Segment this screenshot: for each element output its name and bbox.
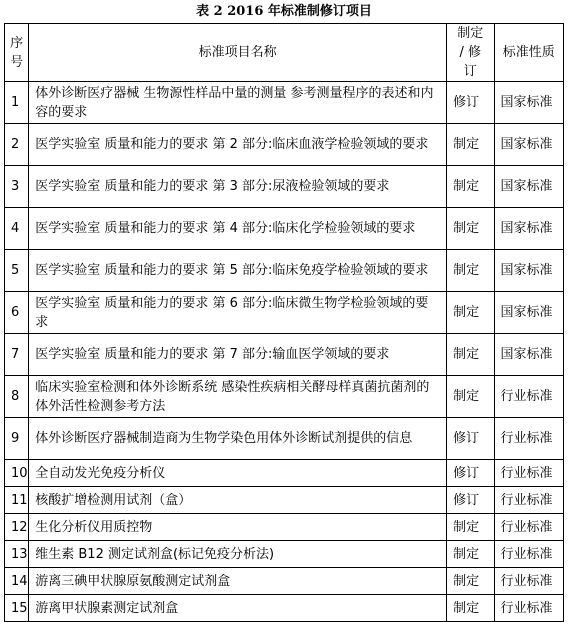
row-name: 体外诊断医疗器械 生物源性样品中量的测量 参考测量程序的表述和内容的要求 (29, 82, 447, 124)
row-no: 13 (5, 541, 29, 568)
row-name: 医学实验室 质量和能力的要求 第 7 部分:输血医学领域的要求 (29, 334, 447, 376)
row-name: 体外诊断医疗器械制造商为生物学染色用体外诊断试剂提供的信息 (29, 418, 447, 460)
row-nature: 国家标准 (494, 82, 563, 124)
row-type: 制定 (447, 208, 494, 250)
row-no: 15 (5, 595, 29, 622)
row-type: 制定 (447, 124, 494, 166)
row-name: 医学实验室 质量和能力的要求 第 5 部分:临床免疫学检验领域的要求 (29, 250, 447, 292)
header-no: 序号 (5, 24, 29, 82)
row-no: 12 (5, 514, 29, 541)
row-type: 制定 (447, 595, 494, 622)
row-no: 11 (5, 487, 29, 514)
row-nature: 行业标准 (494, 376, 563, 418)
row-nature: 行业标准 (494, 595, 563, 622)
standards-table (4, 23, 564, 622)
header-nature: 标准性质 (494, 24, 563, 82)
table-row (5, 595, 564, 622)
row-type: 制定 (447, 334, 494, 376)
row-no: 9 (5, 418, 29, 460)
row-type: 修订 (447, 487, 494, 514)
row-nature: 国家标准 (494, 208, 563, 250)
row-no: 14 (5, 568, 29, 595)
row-nature: 国家标准 (494, 166, 563, 208)
table-row (5, 487, 564, 514)
table-caption: 表 2 2016 年标准制修订项目 (196, 4, 372, 19)
row-nature: 行业标准 (494, 568, 563, 595)
table-row (5, 334, 564, 376)
table-row (5, 250, 564, 292)
row-name: 生化分析仪用质控物 (29, 514, 447, 541)
table-row (5, 292, 564, 334)
row-name: 游离三碘甲状腺原氨酸测定试剂盒 (29, 568, 447, 595)
row-type: 制定 (447, 166, 494, 208)
row-no: 6 (5, 292, 29, 334)
table-row (5, 124, 564, 166)
row-nature: 行业标准 (494, 460, 563, 487)
row-type: 修订 (447, 418, 494, 460)
row-type: 制定 (447, 568, 494, 595)
row-no: 4 (5, 208, 29, 250)
row-nature: 国家标准 (494, 292, 563, 334)
row-name: 维生素 B12 测定试剂盒(标记免疫分析法) (29, 541, 447, 568)
table-row (5, 568, 564, 595)
table-header-row (5, 24, 564, 82)
row-type: 制定 (447, 541, 494, 568)
row-nature: 行业标准 (494, 418, 563, 460)
row-name: 核酸扩增检测用试剂（盒） (29, 487, 447, 514)
row-nature: 行业标准 (494, 487, 563, 514)
row-name: 临床实验室检测和体外诊断系统 感染性疾病相关酵母样真菌抗菌剂的体外活性检测参考方法 (29, 376, 447, 418)
row-type: 制定 (447, 514, 494, 541)
row-name: 医学实验室 质量和能力的要求 第 4 部分:临床化学检验领域的要求 (29, 208, 447, 250)
row-nature: 行业标准 (494, 514, 563, 541)
row-type: 制定 (447, 376, 494, 418)
row-type: 制定 (447, 250, 494, 292)
row-name: 医学实验室 质量和能力的要求 第 2 部分:临床血液学检验领域的要求 (29, 124, 447, 166)
table-row (5, 541, 564, 568)
table-row (5, 418, 564, 460)
table-row (5, 208, 564, 250)
row-name: 全自动发光免疫分析仪 (29, 460, 447, 487)
table-row (5, 376, 564, 418)
table-row (5, 460, 564, 487)
row-no: 8 (5, 376, 29, 418)
row-nature: 国家标准 (494, 250, 563, 292)
row-name: 医学实验室 质量和能力的要求 第 6 部分:临床微生物学检验领域的要求 (29, 292, 447, 334)
row-no: 3 (5, 166, 29, 208)
header-type: 制定 / 修订 (447, 24, 494, 82)
header-name: 标准项目名称 (29, 24, 447, 82)
row-type: 修订 (447, 82, 494, 124)
row-no: 7 (5, 334, 29, 376)
row-name: 游离甲状腺素测定试剂盒 (29, 595, 447, 622)
table-row (5, 82, 564, 124)
row-name: 医学实验室 质量和能力的要求 第 3 部分:尿液检验领域的要求 (29, 166, 447, 208)
row-nature: 国家标准 (494, 334, 563, 376)
row-no: 2 (5, 124, 29, 166)
row-nature: 国家标准 (494, 124, 563, 166)
row-nature: 行业标准 (494, 541, 563, 568)
row-no: 5 (5, 250, 29, 292)
table-row (5, 166, 564, 208)
row-type: 修订 (447, 460, 494, 487)
row-no: 10 (5, 460, 29, 487)
row-type: 制定 (447, 292, 494, 334)
table-row (5, 514, 564, 541)
row-no: 1 (5, 82, 29, 124)
